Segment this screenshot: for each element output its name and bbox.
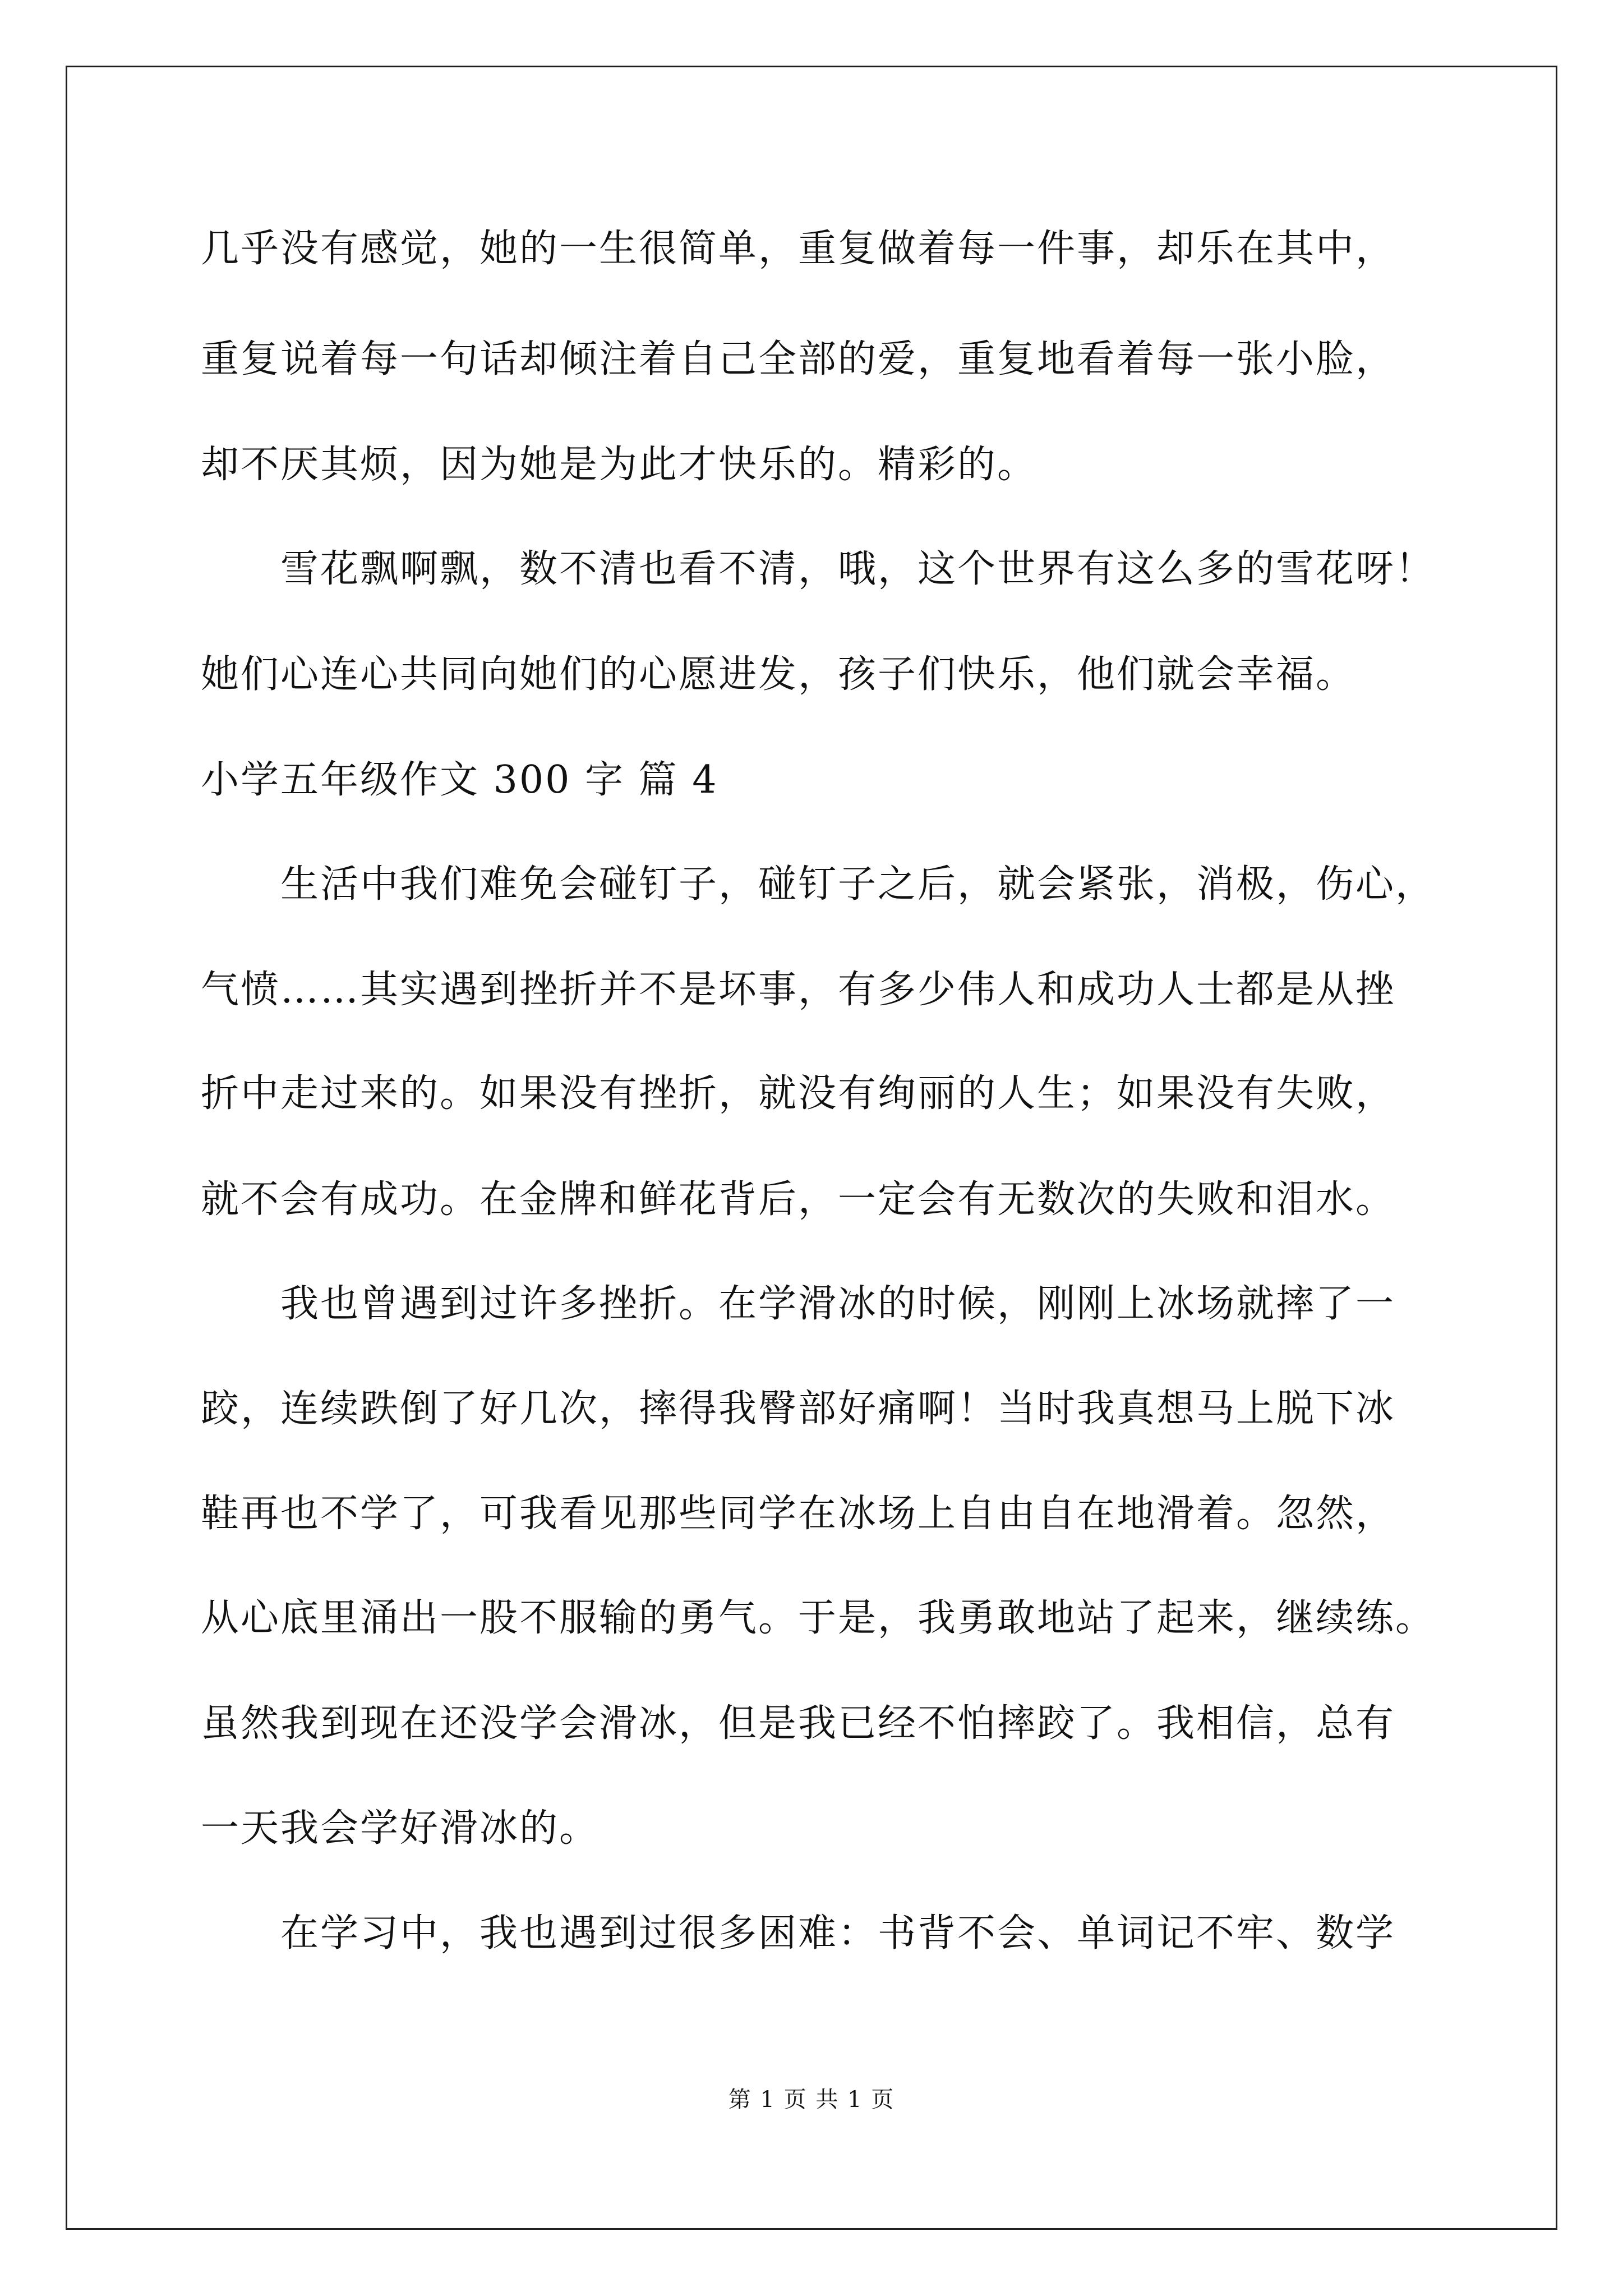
paragraph-line: 虽然我到现在还没学会滑冰，但是我已经不怕摔跤了。我相信，总有 (201, 1701, 1396, 1746)
section-heading: 小学五年级作文 300 字 篇 4 (201, 758, 718, 802)
paragraph-line: 几乎没有感觉，她的一生很简单，重复做着每一件事，却乐在其中， (201, 227, 1396, 271)
paragraph-line: 雪花飘啊飘，数不清也看不清，哦，这个世界有这么多的雪花呀！ (280, 547, 1436, 591)
paragraph-line: 鞋再也不学了，可我看见那些同学在冰场上自由自在地滑着。忽然， (201, 1492, 1396, 1536)
paragraph-line: 却不厌其烦，因为她是为此才快乐的。精彩的。 (201, 443, 1038, 487)
paragraph-line: 生活中我们难免会碰钉子，碰钉子之后，就会紧张，消极，伤心， (280, 862, 1436, 907)
paragraph-line: 就不会有成功。在金牌和鲜花背后，一定会有无数次的失败和泪水。 (201, 1177, 1396, 1222)
paragraph-line: 她们心连心共同向她们的心愿进发，孩子们快乐，他们就会幸福。 (201, 652, 1356, 697)
page-number-footer: 第 1 页 共 1 页 (728, 2087, 895, 2113)
paragraph-line: 重复说着每一句话却倾注着自己全部的爱，重复地看着每一张小脸， (201, 337, 1396, 381)
paragraph-line: 从心底里涌出一股不服输的勇气。于是，我勇敢地站了起来，继续练。 (201, 1596, 1436, 1640)
paragraph-line: 我也曾遇到过许多挫折。在学滑冰的时候，刚刚上冰场就摔了一 (280, 1282, 1396, 1326)
paragraph-line: 折中走过来的。如果没有挫折，就没有绚丽的人生；如果没有失败， (201, 1071, 1396, 1116)
paragraph-line: 一天我会学好滑冰的。 (201, 1806, 600, 1851)
paragraph-line: 在学习中，我也遇到过很多困难：书背不会、单词记不牢、数学 (280, 1911, 1396, 1955)
page-frame (66, 66, 1557, 2230)
paragraph-line: 气愤……其实遇到挫折并不是坏事，有多少伟人和成功人士都是从挫 (201, 968, 1396, 1012)
paragraph-line: 跤，连续跌倒了好几次，摔得我臀部好痛啊！当时我真想马上脱下冰 (201, 1387, 1396, 1431)
